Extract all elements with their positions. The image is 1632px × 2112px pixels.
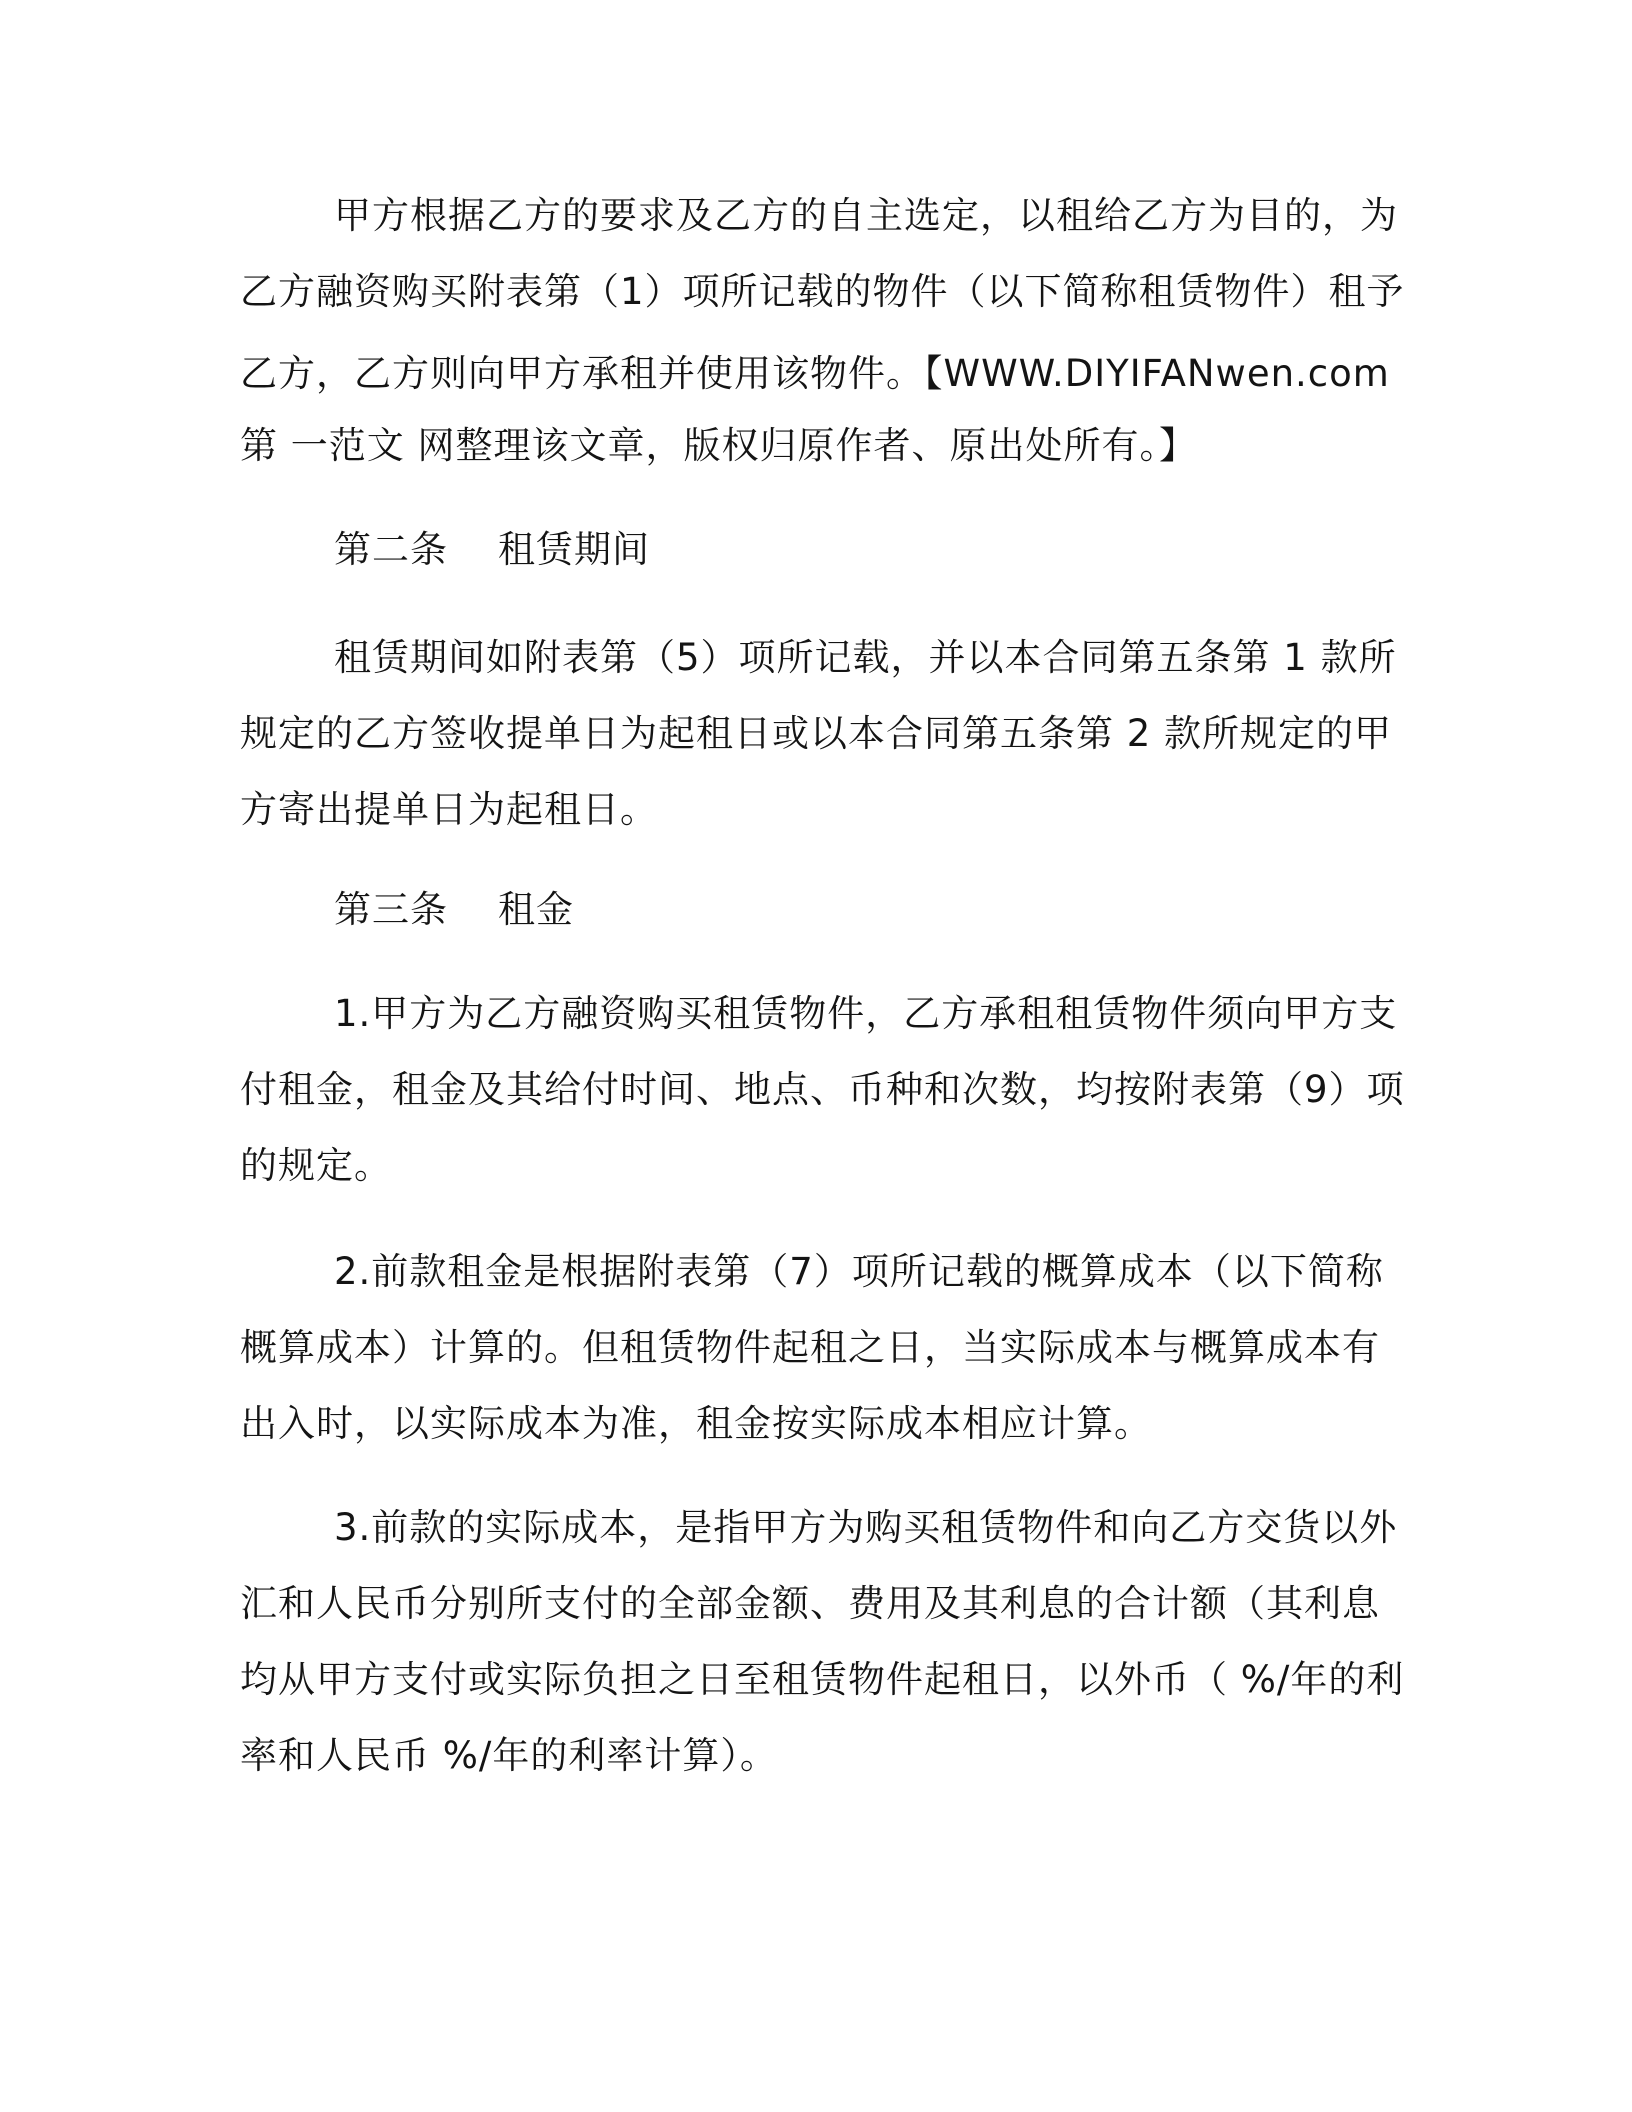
paragraph-line: 乙方融资购买附表第（1）项所记载的物件（以下简称租赁物件）租予 <box>240 270 1405 313</box>
paragraph-line: 方寄出提单日为起租日。 <box>240 788 658 831</box>
clause-line: 2.前款租金是根据附表第（7）项所记载的概算成本（以下简称 <box>334 1250 1384 1293</box>
article-title: 租赁期间 <box>498 528 650 571</box>
paragraph-line: 乙方，乙方则向甲方承租并使用该物件。【WWW.DIYIFANwen.com <box>240 352 1390 395</box>
clause-line: 3.前款的实际成本，是指甲方为购买租赁物件和向乙方交货以外 <box>334 1506 1398 1549</box>
paragraph-line: 第 一范文 网整理该文章，版权归原作者、原出处所有。】 <box>240 424 1198 467</box>
article-heading <box>334 884 574 936</box>
paragraph-line: 规定的乙方签收提单日为起租日或以本合同第五条第 2 款所规定的甲 <box>240 712 1393 755</box>
clause-line: 汇和人民币分别所支付的全部金额、费用及其利息的合计额（其利息 <box>240 1582 1380 1625</box>
article-number: 第三条 <box>334 888 448 931</box>
clause-line: 的规定。 <box>240 1144 392 1187</box>
clause-line: 率和人民币 %/年的利率计算）。 <box>240 1734 778 1777</box>
clause-line: 均从甲方支付或实际负担之日至租赁物件起租日，以外币（ %/年的利 <box>240 1658 1405 1701</box>
article-number: 第二条 <box>334 528 448 571</box>
clause-line: 付租金，租金及其给付时间、地点、币种和次数，均按附表第（9）项 <box>240 1068 1405 1111</box>
clause-line: 出入时，以实际成本为准，租金按实际成本相应计算。 <box>240 1402 1152 1445</box>
paragraph-line: 租赁期间如附表第（5）项所记载，并以本合同第五条第 1 款所 <box>334 636 1397 679</box>
article-heading <box>334 524 650 576</box>
paragraph-line: 甲方根据乙方的要求及乙方的自主选定，以租给乙方为目的，为 <box>334 194 1398 237</box>
article-title: 租金 <box>498 888 574 931</box>
clause-line: 概算成本）计算的。但租赁物件起租之日，当实际成本与概算成本有 <box>240 1326 1380 1369</box>
clause-line: 1.甲方为乙方融资购买租赁物件，乙方承租租赁物件须向甲方支 <box>334 992 1398 1035</box>
